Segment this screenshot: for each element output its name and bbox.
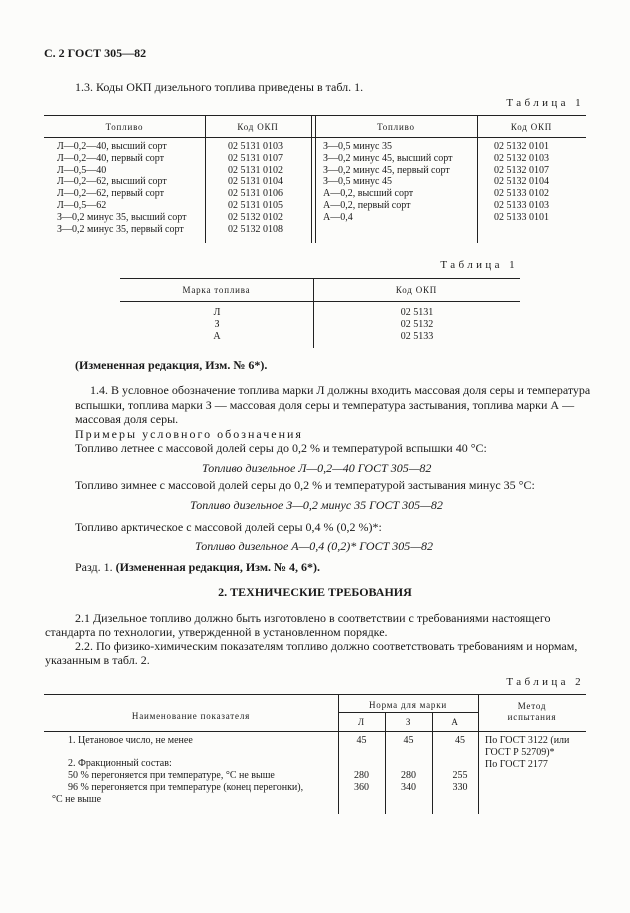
table1b-code-column	[377, 307, 457, 342]
table-cell: 280	[354, 770, 369, 781]
table1-left-code-header: Код ОКП	[237, 122, 279, 132]
table2-r2-method: По ГОСТ 2177	[485, 759, 548, 770]
example-1-designation: Топливо дизельное Л—0,2—40 ГОСТ 305—82	[202, 461, 432, 475]
paragraph-2-2-line2: указанным в табл. 2.	[45, 653, 150, 667]
table-cell: 02 5131 0102	[228, 164, 283, 176]
section1-edit-prefix: Разд. 1.	[75, 560, 113, 574]
table1-right-fuel-column	[323, 141, 452, 224]
table-row: 50 % перегоняется при температуре, °С не выше	[68, 770, 275, 781]
section-2-title: 2. ТЕХНИЧЕСКИЕ ТРЕБОВАНИЯ	[218, 585, 412, 599]
table2-z-header: З	[405, 717, 412, 727]
page-header: С. 2 ГОСТ 305—82	[44, 46, 147, 60]
paragraph-2-2-line1: 2.2. По физико-химическим показателям топливо должно соответствовать требованиям и нормам,	[75, 639, 578, 653]
table-row: 1. Цетановое число, не менее	[68, 735, 193, 746]
section1-edit-note	[75, 560, 320, 575]
table-cell: 02 5132 0103	[494, 152, 549, 164]
section1-edit-text: (Измененная редакция, Изм. № 4, 6*).	[115, 560, 321, 574]
table2-r1-method: По ГОСТ 3122 (или ГОСТ Р 52709)*	[485, 735, 570, 758]
table-cell: 02 5131 0105	[228, 199, 283, 211]
paragraph-2-1-line1: 2.1 Дизельное топливо должно быть изготовлено в соответствии с требованиями настоящего	[75, 611, 551, 625]
table-cell: Л—0,5—40	[57, 164, 107, 176]
table1-right-fuel-header: Топливо	[377, 122, 415, 132]
example-2-designation: Топливо дизельное З—0,2 минус 35 ГОСТ 305—82	[190, 498, 443, 512]
example-1-text: Топливо летнее с массовой долей серы до 0,2 % и температурой вспышки 40 °С:	[75, 441, 487, 455]
table-cell: З—0,2 минус 45, высший сорт	[323, 152, 453, 164]
table-cell: 360	[354, 782, 369, 793]
table-cell: А—0,2, высший сорт	[323, 188, 414, 200]
table-cell: А—0,4	[323, 211, 353, 223]
table1-left-fuel-column	[57, 141, 186, 235]
table1b-caption: Таблица 1	[440, 259, 518, 271]
table2-norm-header: Норма для марки	[368, 700, 448, 710]
table-row: 96 % перегоняется при температуре (конец перегонки),	[68, 782, 304, 793]
table-cell: 02 5133	[400, 330, 434, 342]
paragraph-1-4-line2: вспышки, топлива марки З — массовая доля серы и температура застывания, топлива марки А —	[75, 398, 575, 412]
table-row-continuation: °С не выше	[52, 794, 102, 805]
table-cell: 330	[452, 782, 468, 793]
table-row: 2. Фракционный состав:	[68, 758, 172, 769]
table-cell: З—0,2 минус 45, первый сорт	[323, 164, 450, 176]
paragraph-1-4-line1: 1.4. В условное обозначение топлива марки Л должны входить массовая доля серы и температура	[90, 383, 591, 397]
example-3-designation: Топливо дизельное А—0,4 (0,2)* ГОСТ 305—82	[195, 539, 433, 553]
table-cell: 02 5133 0101	[494, 211, 549, 223]
table1-left-fuel-header: Топливо	[105, 122, 144, 132]
table-cell: З—0,2 минус 35, первый сорт	[57, 223, 184, 235]
table2-method-header-1: Метод	[517, 701, 547, 711]
paragraph-1-3: 1.3. Коды ОКП дизельного топлива приведены в табл. 1.	[75, 80, 364, 94]
table-cell: З—0,5 минус 45	[323, 176, 392, 188]
table-cell: З—0,2 минус 35, высший сорт	[57, 211, 187, 223]
table-cell: 02 5132	[400, 318, 434, 330]
edit-note-1: (Измененная редакция, Изм. № 6*).	[75, 358, 268, 372]
table-cell: Л—0,2—62, первый сорт	[57, 188, 165, 200]
examples-heading: Примеры условного обозначения	[75, 427, 303, 441]
table-cell: 02 5131	[400, 307, 434, 318]
table1-caption: Таблица 1	[506, 97, 584, 109]
table-cell: А	[213, 330, 221, 342]
table1-right-code-header: Код ОКП	[510, 122, 553, 132]
paragraph-2-1-line2: стандарта по технологии, утвержденной в установленном порядке.	[45, 625, 388, 639]
table-cell: 02 5131 0104	[228, 176, 283, 188]
table-cell: Л	[213, 307, 221, 318]
table-cell: Л—0,2—40, первый сорт	[57, 152, 165, 164]
table-cell: Л—0,2—62, высший сорт	[57, 176, 167, 188]
table-cell: 02 5131 0103	[228, 141, 283, 152]
table1-left-code-column	[228, 141, 283, 235]
table-cell: 02 5133 0103	[494, 199, 549, 211]
example-3-text: Топливо арктическое с массовой долей серы 0,4 % (0,2 %)*:	[75, 520, 382, 534]
table-cell: 02 5132 0101	[494, 141, 549, 152]
table-cell: 02 5132 0102	[228, 211, 283, 223]
table-cell: А—0,2, первый сорт	[323, 199, 411, 211]
table-cell: Л—0,5—62	[57, 199, 107, 211]
table-cell: 02 5131 0106	[228, 188, 283, 200]
table-cell: 45	[356, 735, 367, 746]
table-cell: 02 5132 0108	[228, 223, 283, 235]
table-cell: 02 5131 0107	[228, 152, 283, 164]
example-2-text: Топливо зимнее с массовой долей серы до 0,2 % и температурой застывания минус 35 °С:	[75, 478, 535, 492]
table2-name-header: Наименование показателя	[131, 711, 251, 721]
table-cell: З	[214, 318, 220, 330]
table2-method-header-2: испытания	[507, 712, 557, 722]
table2-l-header: Л	[358, 717, 365, 727]
table-cell: 340	[401, 782, 416, 793]
paragraph-1-4-line3: массовая доля серы.	[75, 412, 179, 426]
table-cell: З—0,5 минус 35	[323, 141, 392, 152]
table-cell: 45	[455, 735, 465, 746]
table-cell: 02 5132 0104	[494, 176, 549, 188]
table-cell: 02 5132 0107	[494, 164, 549, 176]
table1b-brand-header: Марка топлива	[182, 285, 251, 295]
table2-caption: Таблица 2	[506, 676, 584, 688]
table2-a-header: А	[451, 717, 459, 727]
table-cell: Л—0,2—40, высший сорт	[57, 141, 167, 152]
table-cell: 02 5133 0102	[494, 188, 549, 200]
table-cell: 255	[452, 770, 468, 781]
table1b-code-header: Код ОКП	[395, 285, 438, 295]
table1-right-code-column	[494, 141, 549, 224]
table-cell: 280	[401, 770, 416, 781]
table-cell: 45	[403, 735, 414, 746]
table1b-brand-column	[197, 307, 237, 342]
